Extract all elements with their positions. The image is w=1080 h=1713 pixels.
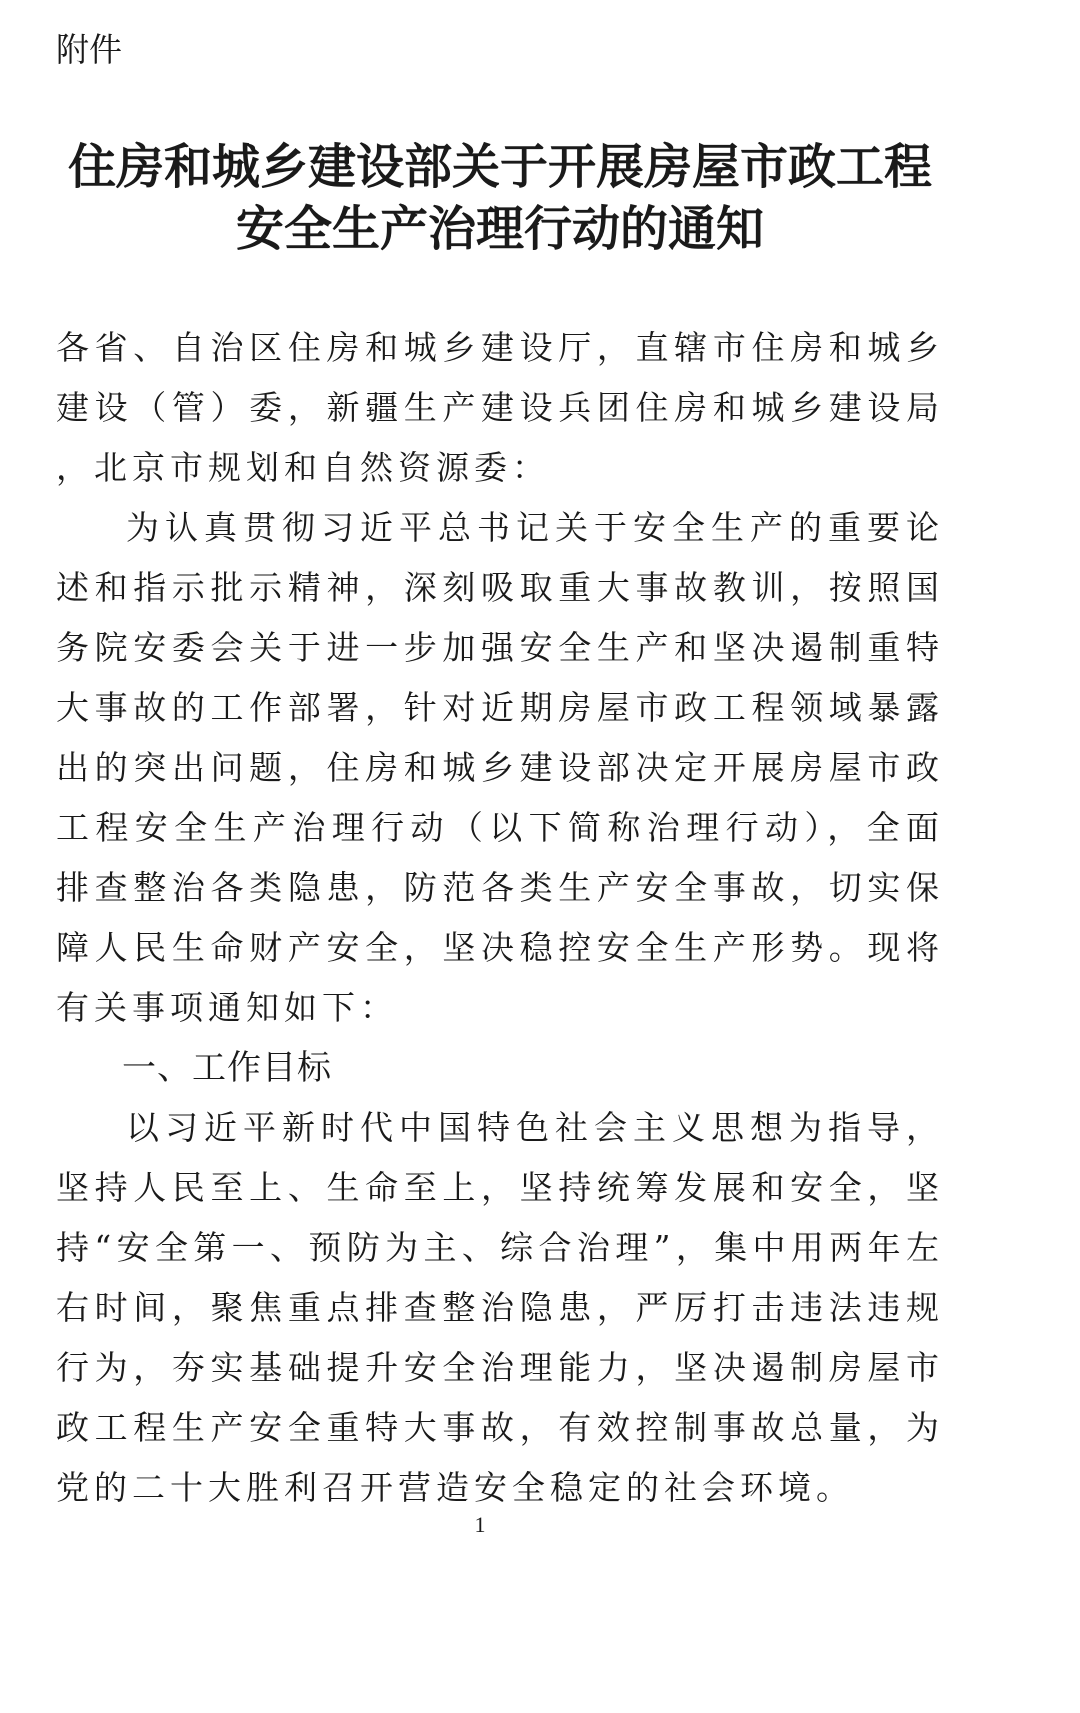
title-line-1: 住房和城乡建设部关于开展房屋市政工程 bbox=[67, 139, 932, 195]
page-number: 1 bbox=[474, 1512, 486, 1537]
section-paragraph-work-goals: 以习近平新时代中国特色社会主义思想为指导，坚持人民至上、生命至上，坚持统筹发展和安全，坚持“安全第一、预防为主、综合治理”，集中用两年左右时间，聚焦重点排查整治隐患，严厉打击违法违规行为，夯实基础提升安全治理能力，坚决遏制房屋市政工程生产安全重特大事故，有效控制事故总量，为党的二十大胜利召开营造安全稳定的社会环境。 bbox=[56, 1108, 944, 1507]
section-heading-work-goals: 一、工作目标 bbox=[122, 1048, 332, 1088]
document-body bbox=[56, 318, 944, 1518]
annex-label: 附件 bbox=[56, 30, 122, 69]
document-title bbox=[0, 136, 1000, 260]
intro-paragraph: 为认真贯彻习近平总书记关于安全生产的重要论述和指示批示精神，深刻吸取重大事故教训，按照国务院安委会关于进一步加强安全生产和坚决遏制重特大事故的工作部署，针对近期房屋市政工程领域暴露出的突出问题，住房和城乡建设部决定开展房屋市政工程安全生产治理行动（以下简称治理行动），全面排查整治各类隐患，防范各类生产安全事故，切实保障人民生命财产安全，坚决稳控安全生产形势。现将有关事项通知如下： bbox=[56, 508, 944, 1027]
title-line-2: 安全生产治理行动的通知 bbox=[235, 201, 764, 257]
salutation: 各省、自治区住房和城乡建设厅，直辖市住房和城乡建设（管）委，新疆生产建设兵团住房和城乡建设局，北京市规划和自然资源委： bbox=[56, 328, 944, 487]
